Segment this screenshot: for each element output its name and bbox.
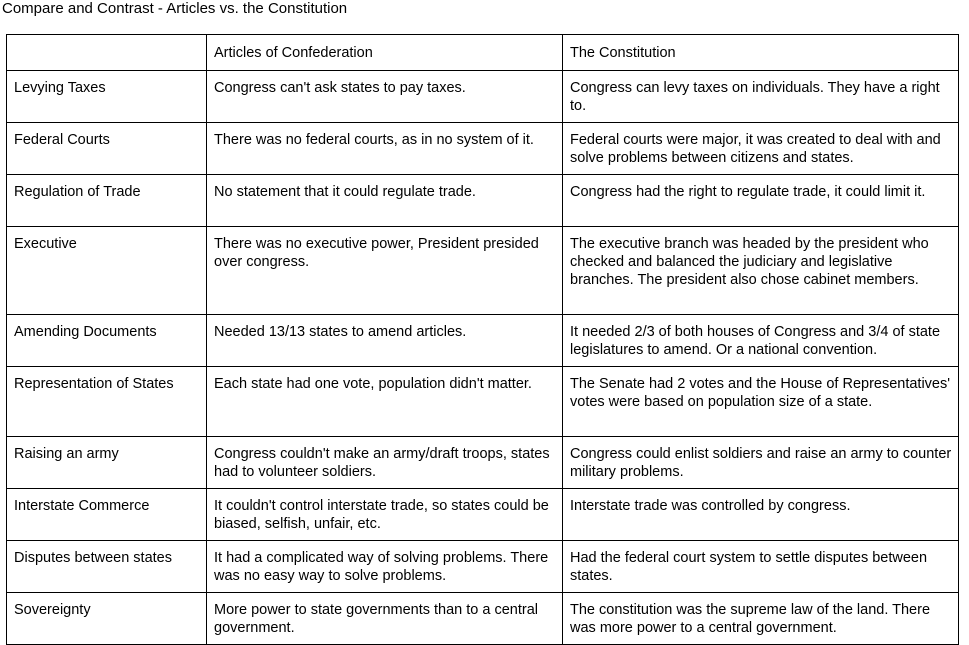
topic-cell: Amending Documents	[7, 315, 207, 367]
articles-cell: There was no executive power, President presided over congress.	[207, 227, 563, 315]
table-row	[7, 175, 959, 227]
table-row	[7, 315, 959, 367]
header-cell-constitution: The Constitution	[563, 35, 959, 71]
topic-cell: Representation of States	[7, 367, 207, 437]
topic-cell: Executive	[7, 227, 207, 315]
table-row	[7, 541, 959, 593]
articles-cell: Congress couldn't make an army/draft troops, states had to volunteer soldiers.	[207, 437, 563, 489]
topic-cell: Raising an army	[7, 437, 207, 489]
constitution-cell: The constitution was the supreme law of the land. There was more power to a central government.	[563, 593, 959, 645]
table-row	[7, 227, 959, 315]
topic-cell: Interstate Commerce	[7, 489, 207, 541]
articles-cell: More power to state governments than to a central government.	[207, 593, 563, 645]
table-row	[7, 593, 959, 645]
articles-cell: Needed 13/13 states to amend articles.	[207, 315, 563, 367]
constitution-cell: The executive branch was headed by the president who checked and balanced the judiciary and legislative branches. The president also chose cabinet members.	[563, 227, 959, 315]
constitution-cell: It needed 2/3 of both houses of Congress and 3/4 of state legislatures to amend. Or a national convention.	[563, 315, 959, 367]
topic-cell: Disputes between states	[7, 541, 207, 593]
articles-cell: There was no federal courts, as in no system of it.	[207, 123, 563, 175]
constitution-cell: Congress could enlist soldiers and raise an army to counter military problems.	[563, 437, 959, 489]
table-row	[7, 123, 959, 175]
table-row	[7, 367, 959, 437]
comparison-table	[6, 34, 959, 645]
header-cell-articles: Articles of Confederation	[207, 35, 563, 71]
articles-cell: It couldn't control interstate trade, so states could be biased, selfish, unfair, etc.	[207, 489, 563, 541]
topic-cell: Levying Taxes	[7, 71, 207, 123]
topic-cell: Federal Courts	[7, 123, 207, 175]
topic-cell: Regulation of Trade	[7, 175, 207, 227]
constitution-cell: The Senate had 2 votes and the House of Representatives' votes were based on population size of a state.	[563, 367, 959, 437]
table-row	[7, 489, 959, 541]
table-row	[7, 71, 959, 123]
articles-cell: No statement that it could regulate trade.	[207, 175, 563, 227]
articles-cell: It had a complicated way of solving problems. There was no easy way to solve problems.	[207, 541, 563, 593]
table-header-row	[7, 35, 959, 71]
articles-cell: Each state had one vote, population didn't matter.	[207, 367, 563, 437]
constitution-cell: Congress had the right to regulate trade, it could limit it.	[563, 175, 959, 227]
constitution-cell: Had the federal court system to settle disputes between states.	[563, 541, 959, 593]
articles-cell: Congress can't ask states to pay taxes.	[207, 71, 563, 123]
document-title: Compare and Contrast - Articles vs. the Constitution	[2, 0, 348, 17]
constitution-cell: Interstate trade was controlled by congress.	[563, 489, 959, 541]
header-cell-blank	[7, 35, 207, 71]
table-row	[7, 437, 959, 489]
topic-cell: Sovereignty	[7, 593, 207, 645]
constitution-cell: Congress can levy taxes on individuals. They have a right to.	[563, 71, 959, 123]
constitution-cell: Federal courts were major, it was created to deal with and solve problems between citizens and states.	[563, 123, 959, 175]
